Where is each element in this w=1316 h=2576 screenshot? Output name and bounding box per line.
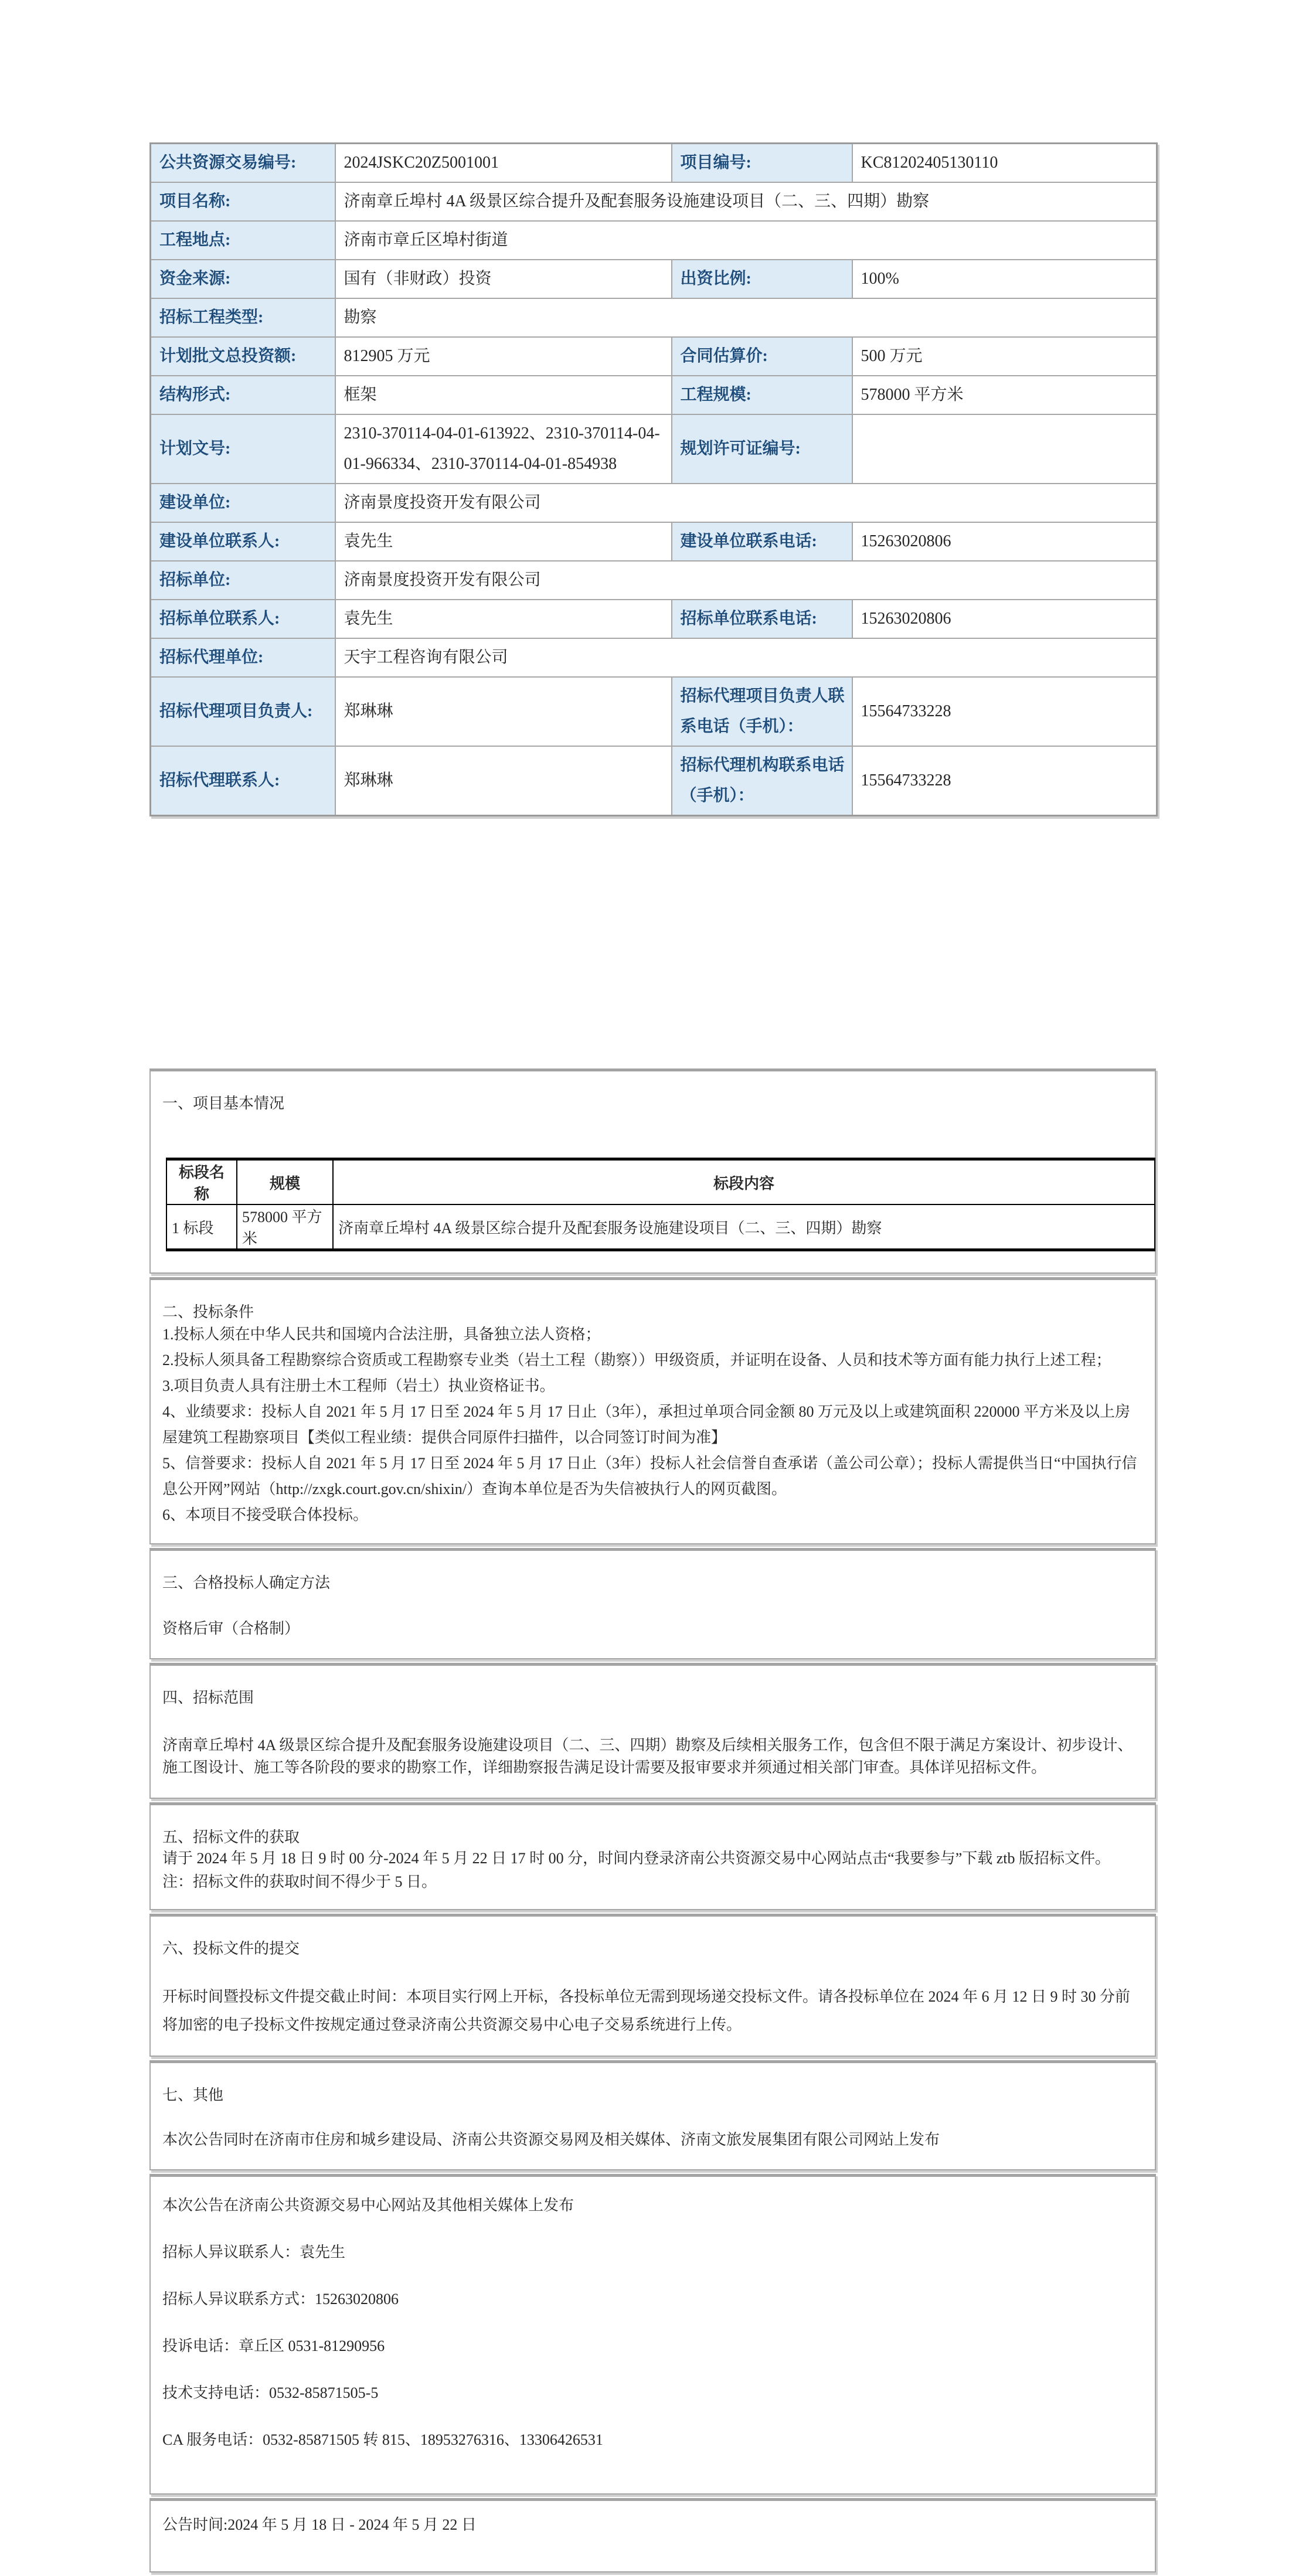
field-value: 济南章丘埠村 4A 级景区综合提升及配套服务设施建设项目（二、三、四期）勘察: [335, 182, 1157, 221]
field-label: 建设单位:: [151, 484, 335, 522]
section-heading: 二、投标条件: [162, 1304, 254, 1321]
section-heading: 三、合格投标人确定方法: [162, 1574, 331, 1591]
field-value: KC81202405130110: [852, 144, 1157, 183]
paragraph: 开标时间暨投标文件提交截止时间：本项目实行网上开标，各投标单位无需到现场递交投标文件。请各投标单位在 2024 年 6 月 12 日 9 时 30 分前将加密的电子投标文件按规定通过登录济南公共资源交易中心电子交易系统进行上传。: [162, 1988, 1131, 2033]
announcement-sections: [149, 1068, 1156, 2576]
column-header: 标段名称: [166, 1159, 237, 1205]
field-value: 勘察: [335, 298, 1157, 337]
field-value: 天宇工程咨询有限公司: [335, 638, 1157, 677]
field-value: 2024JSKC20Z5001001: [335, 144, 672, 183]
table-row: [151, 522, 1157, 561]
table-row: [151, 484, 1157, 522]
field-value: [852, 414, 1157, 484]
bid-condition-item: 6、本项目不接受联合体投标。: [162, 1506, 369, 1523]
section-announcement-period: [149, 2498, 1156, 2572]
field-value: 济南景度投资开发有限公司: [335, 484, 1157, 522]
field-label: 出资比例:: [672, 260, 852, 298]
field-value: 812905 万元: [335, 337, 672, 376]
paragraph: 资格后审（合格制）: [162, 1620, 300, 1637]
table-row: [151, 337, 1157, 376]
column-header: 标段内容: [333, 1159, 1155, 1205]
section-document-acquisition: [149, 1802, 1156, 1910]
contact-line: CA 服务电话：0532-85871505 转 815、18953276316、13306426531: [162, 2431, 603, 2448]
field-value: 2310-370114-04-01-613922、2310-370114-04-01-966334、2310-370114-04-01-854938: [335, 414, 672, 484]
field-value: 国有（非财政）投资: [335, 260, 672, 298]
section-heading: 六、投标文件的提交: [162, 1940, 300, 1957]
bid-condition-item: 2.投标人须具备工程勘察综合资质或工程勘察专业类（岩土工程（勘察））甲级资质，并证明在设备、人员和技术等方面有能力执行上述工程；: [162, 1352, 1111, 1369]
table-row: [151, 746, 1157, 816]
section-heading: 一、项目基本情况: [162, 1095, 285, 1112]
paragraph: 请于 2024 年 5 月 18 日 9 时 00 分-2024 年 5 月 22 日 17 时 00 分，时间内登录济南公共资源交易中心网站点击“我要参与”下载 ztb 版招标文件。: [162, 1850, 1111, 1867]
field-label: 公共资源交易编号:: [151, 144, 335, 183]
field-label: 招标代理项目负责人:: [151, 677, 335, 746]
contact-line: 招标人异议联系方式：15263020806: [162, 2291, 399, 2308]
section-heading: 五、招标文件的获取: [162, 1829, 300, 1846]
field-label: 工程规模:: [672, 376, 852, 414]
field-value: 15263020806: [852, 522, 1157, 561]
field-label: 计划批文总投资额:: [151, 337, 335, 376]
project-info-table: [149, 142, 1158, 816]
contact-line: 招标人异议联系人：袁先生: [162, 2244, 346, 2261]
contact-line: 投诉电话：章丘区 0531-81290956: [162, 2337, 385, 2354]
contact-line: 技术支持电话：0532-85871505-5: [162, 2384, 379, 2401]
bid-condition-item: 4、业绩要求：投标人自 2021 年 5 月 17 日至 2024 年 5 月 17 日止（3年），承担过单项合同金额 80 万元及以上或建筑面积 220000 平方米及以上房屋建筑工程勘察项目【类似工程业绩：提供合同原件扫描件，以合同签订时间为准】: [162, 1403, 1131, 1446]
field-value: 578000 平方米: [852, 376, 1157, 414]
field-label: 计划文号:: [151, 414, 335, 484]
field-label: 建设单位联系电话:: [672, 522, 852, 561]
field-value: 500 万元: [852, 337, 1157, 376]
bid-condition-item: 3.项目负责人具有注册土木工程师（岩土）执业资格证书。: [162, 1377, 555, 1394]
section-bid-submission: [149, 1914, 1156, 2057]
table-row: [151, 260, 1157, 298]
field-label: 工程地点:: [151, 221, 335, 260]
table-row: [151, 600, 1157, 638]
section-others: [149, 2060, 1156, 2170]
lot-table-header-row: [166, 1159, 1155, 1205]
field-label: 招标代理联系人:: [151, 746, 335, 816]
table-row: [151, 298, 1157, 337]
section-heading: 七、其他: [162, 2087, 224, 2104]
field-value: 郑琳琳: [335, 677, 672, 746]
table-row: [151, 561, 1157, 600]
table-row: [151, 376, 1157, 414]
field-value: 15263020806: [852, 600, 1157, 638]
section-publication-contacts: [149, 2174, 1156, 2495]
lot-content-cell: 济南章丘埠村 4A 级景区综合提升及配套服务设施建设项目（二、三、四期）勘察: [333, 1204, 1155, 1250]
lot-table: [166, 1158, 1155, 1251]
field-label: 招标单位:: [151, 561, 335, 600]
field-label: 资金来源:: [151, 260, 335, 298]
table-row: [151, 638, 1157, 677]
table-row: [151, 221, 1157, 260]
field-label: 招标代理机构联系电话（手机）：: [672, 746, 852, 816]
field-label: 项目编号:: [672, 144, 852, 183]
section-qualification-method: [149, 1548, 1156, 1659]
field-label: 结构形式:: [151, 376, 335, 414]
field-value: 15564733228: [852, 746, 1157, 816]
field-label: 招标代理项目负责人联系电话（手机）：: [672, 677, 852, 746]
field-label: 项目名称:: [151, 182, 335, 221]
lot-scale-cell: 578000 平方米: [237, 1204, 333, 1250]
section-basic-info: [149, 1068, 1156, 1274]
field-value: 济南市章丘区埠村街道: [335, 221, 1157, 260]
announcement-time: 公告时间:2024 年 5 月 18 日 - 2024 年 5 月 22 日: [162, 2516, 477, 2533]
paragraph: 注：招标文件的获取时间不得少于 5 日。: [162, 1873, 437, 1890]
field-label: 招标单位联系电话:: [672, 600, 852, 638]
field-label: 建设单位联系人:: [151, 522, 335, 561]
field-label: 招标单位联系人:: [151, 600, 335, 638]
field-value: 郑琳琳: [335, 746, 672, 816]
table-row: [151, 144, 1157, 183]
field-value: 袁先生: [335, 522, 672, 561]
paragraph: 本次公告同时在济南市住房和城乡建设局、济南公共资源交易网及相关媒体、济南文旅发展集团有限公司网站上发布: [162, 2131, 940, 2148]
field-value: 15564733228: [852, 677, 1157, 746]
column-header: 规模: [237, 1159, 333, 1205]
table-row: [151, 414, 1157, 484]
field-value: 济南景度投资开发有限公司: [335, 561, 1157, 600]
field-label: 规划许可证编号:: [672, 414, 852, 484]
section-bid-conditions: [149, 1277, 1156, 1544]
table-row: [166, 1204, 1155, 1250]
section-heading: 四、招标范围: [162, 1689, 254, 1706]
contact-line: 本次公告在济南公共资源交易中心网站及其他相关媒体上发布: [162, 2197, 574, 2214]
field-label: 招标代理单位:: [151, 638, 335, 677]
field-value: 框架: [335, 376, 672, 414]
bid-condition-item: 5、信誉要求：投标人自 2021 年 5 月 17 日至 2024 年 5 月 17 日止（3年）投标人社会信誉自查承诺（盖公司公章）；投标人需提供当日“中国执行信息公开网”网站（http://zxgk.court.gov.cn/shixin/）查询本单位是否为失信被执行人的网页截图。: [162, 1455, 1137, 1498]
field-value: 100%: [852, 260, 1157, 298]
field-value: 袁先生: [335, 600, 672, 638]
lot-name-cell: 1 标段: [166, 1204, 237, 1250]
table-row: [151, 677, 1157, 746]
section-bid-scope: [149, 1663, 1156, 1799]
field-label: 招标工程类型:: [151, 298, 335, 337]
paragraph: 济南章丘埠村 4A 级景区综合提升及配套服务设施建设项目（二、三、四期）勘察及后续相关服务工作，包含但不限于满足方案设计、初步设计、施工图设计、施工等各阶段的要求的勘察工作，详细勘察报告满足设计需要及报审要求并须通过相关部门审查。具体详见招标文件。: [162, 1737, 1133, 1776]
bid-condition-item: 1.投标人须在中华人民共和国境内合法注册，具备独立法人资格；: [162, 1326, 601, 1343]
field-label: 合同估算价:: [672, 337, 852, 376]
table-row: [151, 182, 1157, 221]
